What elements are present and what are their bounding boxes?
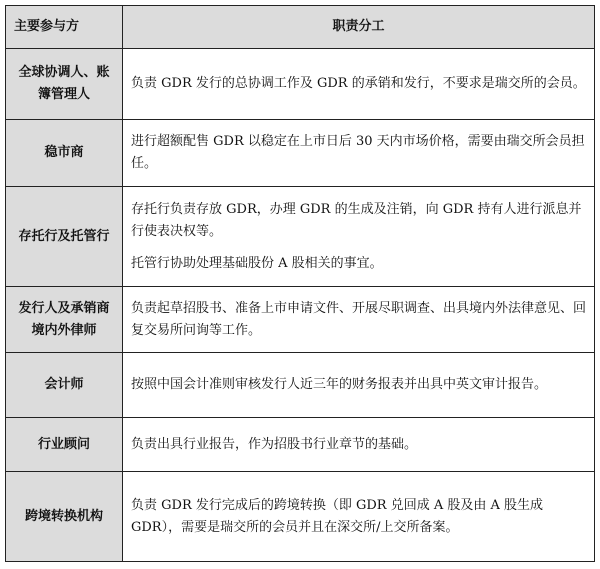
duty-text: 负责起草招股书、准备上市申请文件、开展尽职调查、出具境内外法律意见、回复交易所问询等工作。	[131, 300, 587, 338]
duty-cell	[123, 472, 595, 562]
header-duties: 职责分工	[123, 6, 595, 49]
duty-cell	[123, 287, 595, 353]
participants-table	[5, 5, 595, 562]
role-cell: 存托行及托管行	[6, 187, 123, 287]
table-row	[6, 472, 595, 562]
header-row	[6, 6, 595, 49]
header-role: 主要参与方	[6, 6, 123, 49]
role-cell: 全球协调人、账簿管理人	[6, 49, 123, 120]
duty-cell	[123, 187, 595, 287]
role-cell: 发行人及承销商境内外律师	[6, 287, 123, 353]
table-row	[6, 287, 595, 353]
table-row	[6, 49, 595, 120]
duty-text: 按照中国会计准则审核发行人近三年的财务报表并出具中英文审计报告。	[131, 377, 548, 392]
duty-cell	[123, 353, 595, 418]
duty-text: 负责出具行业报告，作为招股书行业章节的基础。	[131, 436, 418, 452]
table-row	[6, 353, 595, 418]
duty-cell	[123, 49, 595, 120]
duty-text: 存托行负责存放 GDR，办理 GDR 的生成及注销，向 GDR 持有人进行派息并行使表决权等。	[131, 201, 582, 239]
duty-cell	[123, 418, 595, 472]
role-cell: 会计师	[6, 353, 123, 418]
table-row	[6, 120, 595, 187]
table-row	[6, 418, 595, 472]
table-row	[6, 187, 595, 287]
duty-text: 负责 GDR 发行完成后的跨境转换（即 GDR 兑回成 A 股及由 A 股生成 GDR），需要是瑞交所的会员并且在深交所/上交所备案。	[131, 497, 544, 535]
role-cell: 稳市商	[6, 120, 123, 187]
duty-text: 托管行协助处理基础股份 A 股相关的事宜。	[131, 255, 383, 271]
role-cell: 跨境转换机构	[6, 472, 123, 562]
duty-text: 负责 GDR 发行的总协调工作及 GDR 的承销和发行，不要求是瑞交所的会员。	[131, 76, 586, 91]
duty-cell	[123, 120, 595, 187]
duty-text: 进行超额配售 GDR 以稳定在上市日后 30 天内市场价格，需要由瑞交所会员担任。	[131, 134, 585, 171]
role-cell: 行业顾问	[6, 418, 123, 472]
